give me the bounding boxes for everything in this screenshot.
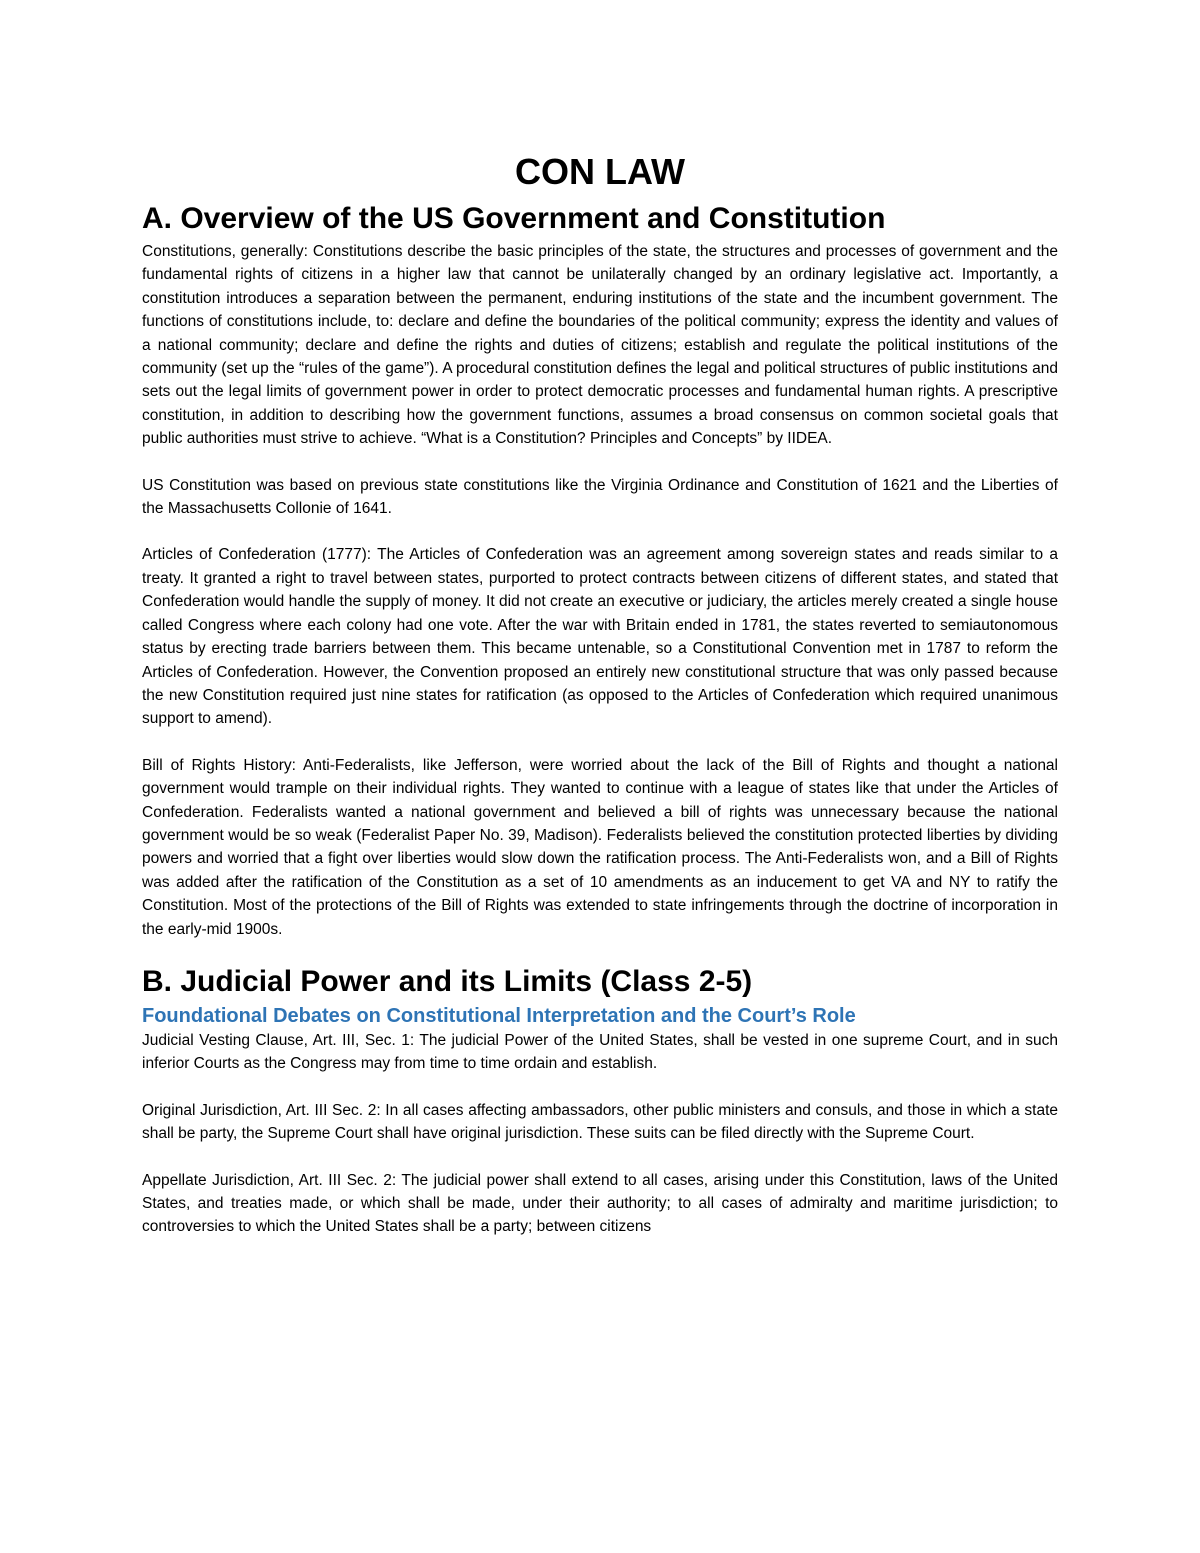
paragraph-articles-of-confederation	[142, 543, 1058, 730]
paragraph-judicial-vesting-clause	[142, 1029, 1058, 1076]
document-page	[142, 150, 1058, 1239]
paragraph-term: Constitutions, generally:	[142, 243, 308, 260]
paragraph-us-constitution-origins	[142, 474, 1058, 521]
paragraph-original-jurisdiction	[142, 1099, 1058, 1146]
paragraph-text: In all cases affecting ambassadors, other public ministers and consuls, and those in which a state shall be party, the Supreme Court shall have original jurisdiction. These suits can be filed directly with the Supreme Court.	[142, 1101, 1058, 1143]
paragraph-term: Articles of Confederation (1777):	[142, 546, 372, 564]
paragraph-term: Original Jurisdiction, Art. III Sec. 2:	[142, 1101, 381, 1119]
paragraph-text: US Constitution was based on previous state constitutions like the Virginia Ordinance and Constitution of 1621 and the Liberties of the Massachusetts Collonie of 1641.	[142, 476, 1058, 518]
paragraph-bill-of-rights-history	[142, 754, 1058, 941]
section-b-heading: B. Judicial Power and its Limits (Class 2-5)	[142, 964, 753, 998]
paragraph-constitutions-generally	[142, 240, 1058, 451]
paragraph-text: The judicial Power of the United States, shall be vested in one supreme Court, and in such inferior Courts as the Congress may from time to time ordain and establish.	[142, 1031, 1059, 1073]
paragraph-term: Judicial Vesting Clause, Art. III, Sec. 1:	[142, 1031, 415, 1049]
paragraph-text: The judicial power shall extend to all cases, arising under this Constitution, laws of the United States, and treaties made, or which shall be made, under their authority; to all cases of admiralty and maritime jurisdiction; to controversies to which the United States shall be a party; between citizens	[142, 1171, 1059, 1236]
paragraph-text: Anti-Federalists, like Jefferson, were worried about the lack of the Bill of Rights and thought a national government would trample on their individual rights. They wanted to continue with a league of states like that under the Articles of Confederation. Federalists wanted a national government and believed a bill of rights was unnecessary because the national government would be so weak (Federalist Paper No. 39, Madison). Federalists believed the constitution protected liberties by dividing powers and worried that a fight over liberties would slow down the ratification process. The Anti-Federalists won, and a Bill of Rights was added after the ratification of the Constitution as a set of 10 amendments as an inducement to get VA and NY to ratify the Constitution. Most of the protections of the Bill of Rights was extended to state infringements through the doctrine of incorporation in the early-mid 1900s.	[142, 756, 1058, 938]
paragraph-term: Appellate Jurisdiction, Art. III Sec. 2:	[142, 1171, 397, 1189]
section-a-heading: A. Overview of the US Government and Constitution	[142, 202, 886, 235]
paragraph-text: The Articles of Confederation was an agreement among sovereign states and reads similar to a treaty. It granted a right to travel between states, purported to protect contracts between citizens of different states, and stated that Confederation would handle the supply of money. It did not create an executive or judiciary, the articles merely created a single house called Congress where each colony had one vote. After the war with Britain ended in 1781, the states reverted to semiautonomous status by erecting trade barriers between them. This became untenable, so a Constitutional Convention met in 1787 to reform the Articles of Confederation. However, the Convention proposed an entirely new constitutional structure that was only passed because the new Constitution required just nine states for ratification (as opposed to the Articles of Confederation which required unanimous support to amend).	[142, 546, 1058, 728]
paragraph-text: Constitutions describe the basic principles of the state, the structures and processes of government and the fundamental rights of citizens in a higher law that cannot be unilaterally changed by an ordinary legislative act. Importantly, a constitution introduces a separation between the permanent, enduring institutions of the state and the incumbent government. The functions of constitutions include, to: declare and define the boundaries of the political community; express the identity and values of a national community; declare and define the rights and duties of citizens; establish and regulate the political institutions of the community (set up the “rules of the game”). A procedural constitution defines the legal and political structures of public institutions and sets out the legal limits of government power in order to protect democratic processes and fundamental human rights. A prescriptive constitution, in addition to describing how the government functions, assumes a broad consensus on common societal goals that public authorities must strive to achieve. “What is a Constitution? Principles and Concepts” by IIDEA.	[142, 243, 1059, 448]
section-b-subheading: Foundational Debates on Constitutional Interpretation and the Court’s Role	[142, 1004, 856, 1027]
paragraph-appellate-jurisdiction	[142, 1169, 1058, 1239]
paragraph-term: Bill of Rights History:	[142, 756, 296, 774]
document-title: CON LAW	[515, 151, 685, 192]
